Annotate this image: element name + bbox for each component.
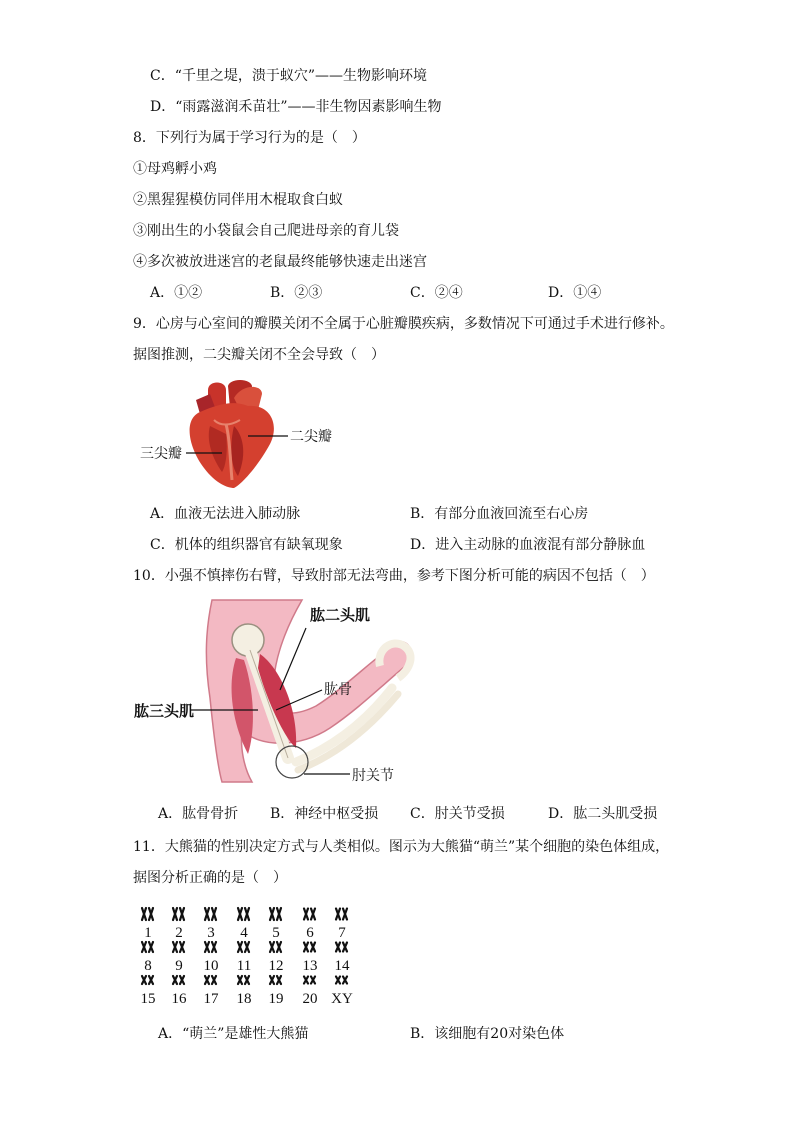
chromosome-label-18: 18 [236, 991, 252, 1007]
chromosome-label-5: 5 [272, 925, 280, 941]
q8-option-b[interactable]: B．②③ [270, 285, 323, 301]
chromosome-pair-8 [142, 942, 153, 952]
chromosome-label-15: 15 [140, 991, 156, 1007]
chromosome-pair-4 [238, 908, 249, 920]
q9-option-b[interactable]: B．有部分血液回流至右心房 [410, 506, 589, 522]
q9-option-c[interactable]: C．机体的组织器官有缺氧现象 [150, 537, 343, 553]
q8-item-4: ④多次被放进迷宫的老鼠最终能够快速走出迷宫 [133, 254, 427, 270]
label-triceps: 肱三头肌 [134, 702, 195, 720]
chromosome-label-7: 7 [338, 925, 346, 941]
chromosome-label-20: 20 [302, 991, 318, 1007]
q7-option-d: D．“雨露滋润禾苗壮”——非生物因素影响生物 [150, 99, 442, 115]
q11-stem-line1: 11．大熊猫的性别决定方式与人类相似。图示为大熊猫“萌兰”某个细胞的染色体组成， [133, 839, 670, 855]
label-biceps: 肱二头肌 [310, 606, 371, 624]
label-tricuspid: 三尖瓣 [140, 446, 182, 462]
chromosome-label-10: 10 [203, 958, 219, 974]
q8-option-c[interactable]: C．②④ [410, 285, 463, 301]
chromosome-label-XY: XY [331, 991, 353, 1007]
chromosome-pair-20 [304, 977, 315, 984]
arm-diagram [130, 598, 420, 788]
q9-stem-line2: 据图推测，二尖瓣关闭不全会导致（ ） [133, 347, 385, 363]
chromosome-pair-12 [270, 942, 281, 952]
label-humerus: 肱骨 [324, 682, 352, 698]
q8-stem: 8．下列行为属于学习行为的是（ ） [133, 130, 366, 146]
q8-item-3: ③刚出生的小袋鼠会自己爬进母亲的育儿袋 [133, 223, 399, 239]
q8-option-d[interactable]: D．①④ [548, 285, 602, 301]
q11-option-a[interactable]: A．“萌兰”是雄性大熊猫 [158, 1026, 309, 1042]
q10-option-c[interactable]: C．肘关节受损 [410, 806, 505, 822]
chromosome-label-11: 11 [236, 958, 252, 974]
chromosome-pair-16 [173, 976, 184, 984]
chromosome-pair-5 [270, 908, 281, 920]
chromosome-label-9: 9 [175, 958, 183, 974]
chromosome-pair-2 [173, 908, 184, 920]
chromosome-label-19: 19 [268, 991, 284, 1007]
chromosome-pair-XY [336, 977, 347, 984]
q9-option-d[interactable]: D．进入主动脉的血液混有部分静脉血 [410, 537, 646, 553]
label-elbow: 肘关节 [352, 768, 394, 784]
q8-item-2: ②黑猩猩模仿同伴用木棍取食白蚁 [133, 192, 343, 208]
chromosome-label-17: 17 [203, 991, 219, 1007]
q8-option-a[interactable]: A．①② [150, 285, 203, 301]
q10-option-d[interactable]: D．肱二头肌受损 [548, 806, 658, 822]
chromosome-label-3: 3 [207, 925, 215, 941]
q9-stem-line1: 9．心房与心室间的瓣膜关闭不全属于心脏瓣膜疾病，多数情况下可通过手术进行修补。 [133, 316, 674, 332]
chromosome-pair-1 [142, 908, 153, 920]
chromosome-label-16: 16 [171, 991, 187, 1007]
q11-option-b[interactable]: B．该细胞有20对染色体 [410, 1026, 565, 1042]
chromosome-pair-18 [238, 976, 249, 984]
q8-item-1: ①母鸡孵小鸡 [133, 161, 217, 177]
q10-option-a[interactable]: A．肱骨骨折 [158, 806, 239, 822]
chromosome-pair-13 [304, 943, 315, 952]
chromosome-label-8: 8 [144, 958, 152, 974]
chromosome-label-2: 2 [175, 925, 183, 941]
karyotype-diagram [130, 900, 370, 1012]
chromosome-pair-3 [205, 908, 216, 920]
q9-option-a[interactable]: A．血液无法进入肺动脉 [150, 506, 301, 522]
chromosome-pair-7 [336, 909, 347, 920]
chromosome-label-4: 4 [240, 925, 248, 941]
q7-option-c: C．“千里之堤，溃于蚁穴”——生物影响环境 [150, 68, 428, 84]
chromosome-label-6: 6 [306, 925, 314, 941]
label-mitral: 二尖瓣 [290, 429, 332, 445]
chromosome-pair-9 [173, 942, 184, 952]
q11-stem-line2: 据图分析正确的是（ ） [133, 870, 287, 886]
q10-stem: 10．小强不慎摔伤右臂，导致肘部无法弯曲，参考下图分析可能的病因不包括（ ） [133, 568, 655, 584]
chromosome-pair-10 [205, 942, 216, 952]
chromosome-pair-19 [270, 976, 281, 984]
chromosome-label-1: 1 [144, 925, 152, 941]
chromosome-label-12: 12 [268, 958, 284, 974]
chromosome-pair-17 [205, 976, 216, 984]
heart-diagram [130, 380, 370, 492]
q10-option-b[interactable]: B．神经中枢受损 [270, 806, 379, 822]
chromosome-pair-14 [336, 943, 347, 952]
chromosome-pair-11 [238, 942, 249, 952]
chromosome-pair-15 [142, 976, 153, 984]
chromosome-pair-6 [304, 909, 315, 920]
chromosome-label-13: 13 [302, 958, 318, 974]
chromosome-label-14: 14 [334, 958, 350, 974]
